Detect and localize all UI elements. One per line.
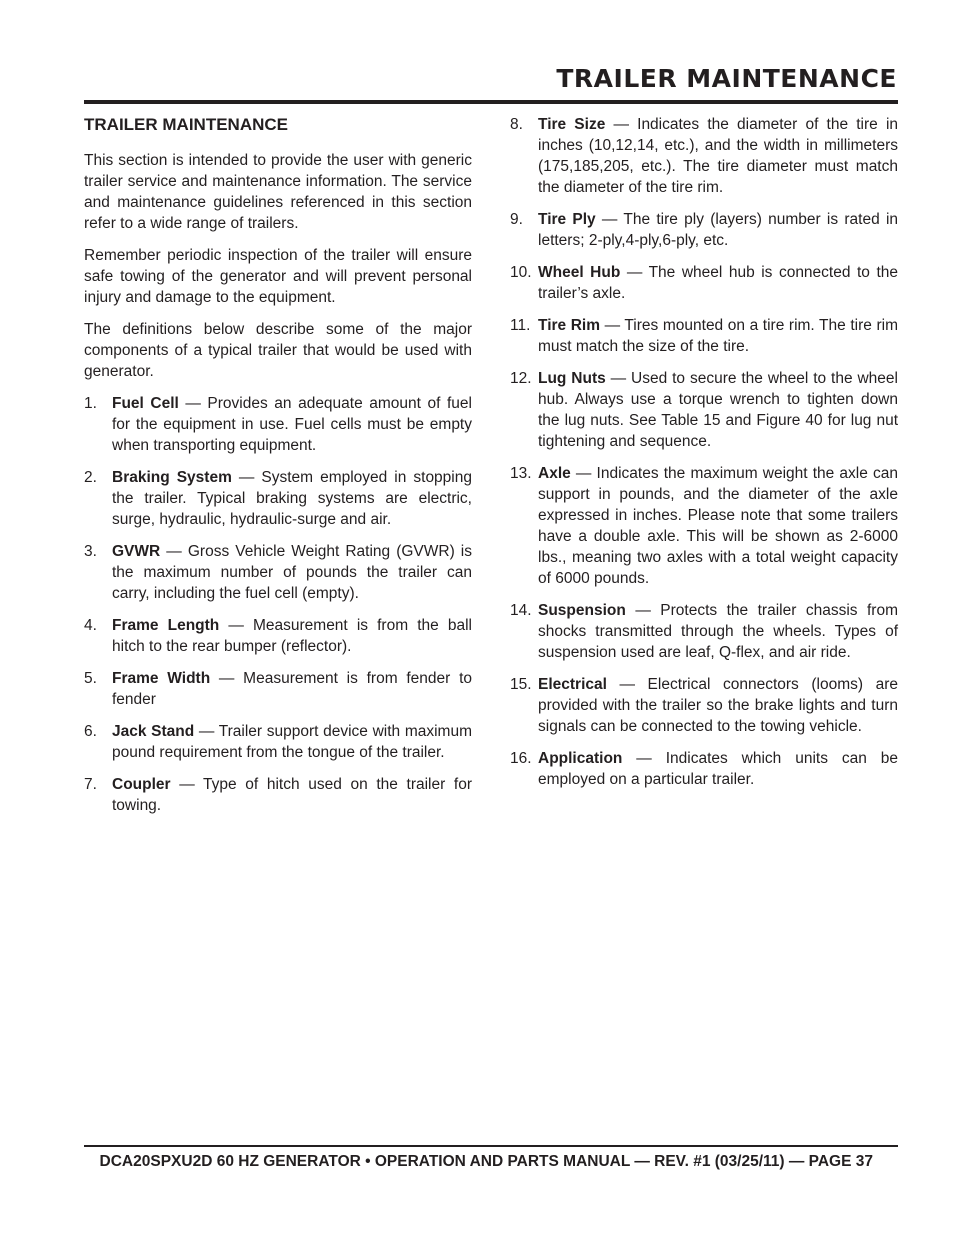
list-item-body [538,262,898,304]
list-item-desc: — Indicates the maximum weight the axle can support in pounds, and the diameter of the axle expressed in inches. Please note that some trailers have a double axle. This will be shown as 2-6000 lbs., meaning two axles with a total weight capacity of 6000 pounds. [538,465,898,587]
list-item-number: 10. [510,264,532,281]
list-item-desc: — Measurement is from fender to fender [112,670,472,708]
list-item-braking-system [84,467,472,530]
list-item-number: 16. [510,750,532,767]
left-column [84,114,472,827]
list-item-desc: — Indicates which units can be employed on a particular trailer. [538,750,898,788]
section-heading: TRAILER MAINTENANCE [84,115,288,134]
list-item-coupler [84,774,472,816]
list-item-desc: — Protects the trailer chassis from shocks transmitted through the wheels. Types of suspension used are leaf, Q-flex, and air ride. [538,602,898,661]
list-item-term: Jack Stand [112,723,195,740]
list-item-number: 1. [84,395,97,412]
list-item-number: 9. [510,211,523,228]
list-item-gvwr [84,541,472,604]
list-item-number: 5. [84,670,97,687]
list-item-suspension [510,600,898,663]
page-header-title: TRAILER MAINTENANCE [556,64,897,93]
list-item-number: 12. [510,370,532,387]
list-item-body [538,748,898,790]
definitions-paragraph: The definitions below describe some of the major components of a typical trailer that would be used with generator. [84,321,472,380]
list-item-body [112,467,472,530]
list-item-number: 15. [510,676,532,693]
page-footer: DCA20SPXU2D 60 HZ GENERATOR • OPERATION AND PARTS MANUAL — REV. #1 (03/25/11) — PAGE 37 [99,1153,873,1170]
list-item-number: 13. [510,465,532,482]
list-item-term: Fuel Cell [112,395,179,412]
list-item-desc: — Gross Vehicle Weight Rating (GVWR) is the maximum number of pounds the trailer can carry, including the fuel cell (empty). [112,543,472,602]
footer-divider [84,1145,898,1147]
intro-paragraph: This section is intended to provide the user with generic trailer service and maintenance information. The service and maintenance guidelines referenced in this section refer to a wide range of trailers. [84,152,472,232]
list-item-number: 6. [84,723,97,740]
list-item-body [538,114,898,198]
list-item-term: Tire Rim [538,317,601,334]
list-item-term: Axle [538,465,571,482]
list-item-term: Frame Width [112,670,211,687]
list-item-desc: — The wheel hub is connected to the trailer’s axle. [538,264,898,302]
list-item-desc: — Used to secure the wheel to the wheel hub. Always use a torque wrench to tighten down the lug nuts. See Table 15 and Figure 40 for lug nut tightening and sequence. [538,370,898,450]
list-item-tire-rim [510,315,898,357]
list-item-desc: — The tire ply (layers) number is rated in letters; 2-ply,4-ply,6-ply, etc. [538,211,899,249]
list-item-body [112,774,472,816]
list-item-electrical [510,674,898,737]
list-item-desc: — Indicates the diameter of the tire in inches (10,12,14, etc.), and the width in millimeters (175,185,205, etc.). The tire diameter must match the diameter of the tire rim. [538,116,899,196]
list-item-body [538,463,898,589]
list-item-body [538,368,898,452]
list-item-body [538,600,898,663]
list-item-desc: — Provides an adequate amount of fuel for the equipment in use. Fuel cells must be empty when transporting equipment. [112,395,472,454]
list-item-desc: — Type of hitch used on the trailer for towing. [112,776,472,814]
list-item-number: 14. [510,602,532,619]
list-item-term: Lug Nuts [538,370,606,387]
list-item-lug-nuts [510,368,898,452]
list-item-body [112,721,472,763]
list-item-body [112,615,472,657]
list-item-body [112,393,472,456]
list-item-application [510,748,898,790]
list-item-term: Tire Size [538,116,606,133]
list-item-term: GVWR [112,543,161,560]
list-item-term: Application [538,750,623,767]
list-item-number: 4. [84,617,97,634]
list-item-tire-size [510,114,898,198]
list-item-frame-length [84,615,472,657]
list-item-term: Suspension [538,602,626,619]
list-item-term: Frame Length [112,617,220,634]
list-item-tire-ply [510,209,898,251]
right-column [510,114,898,801]
list-item-fuel-cell [84,393,472,456]
list-item-desc: — Trailer support device with maximum pound requirement from the tongue of the trailer. [112,723,472,761]
list-item-number: 7. [84,776,97,793]
list-item-term: Tire Ply [538,211,596,228]
list-item-desc: — Electrical connectors (looms) are provided with the trailer so the brake lights and turn signals can be connected to the towing vehicle. [538,676,898,735]
list-item-jack-stand [84,721,472,763]
list-item-term: Wheel Hub [538,264,621,281]
list-item-body [538,315,898,357]
inspection-paragraph: Remember periodic inspection of the trailer will ensure safe towing of the generator and will prevent personal injury and damage to the equipment. [84,247,472,306]
list-item-body [112,541,472,604]
list-item-term: Coupler [112,776,171,793]
list-item-wheel-hub [510,262,898,304]
header-divider [84,100,898,104]
list-item-frame-width [84,668,472,710]
list-item-number: 8. [510,116,523,133]
list-item-term: Braking System [112,469,232,486]
list-item-body [538,209,898,251]
list-item-number: 2. [84,469,97,486]
list-item-desc: — Measurement is from the ball hitch to the rear bumper (reflector). [112,617,472,655]
list-item-axle [510,463,898,589]
list-item-body [112,668,472,710]
list-item-desc: — Tires mounted on a tire rim. The tire rim must match the size of the tire. [538,317,898,355]
list-item-desc: — System employed in stopping the trailer. Typical braking systems are electric, surge, hydraulic, hydraulic-surge and air. [112,469,472,528]
list-item-number: 11. [510,317,531,334]
list-item-body [538,674,898,737]
list-item-term: Electrical [538,676,607,693]
list-item-number: 3. [84,543,97,560]
